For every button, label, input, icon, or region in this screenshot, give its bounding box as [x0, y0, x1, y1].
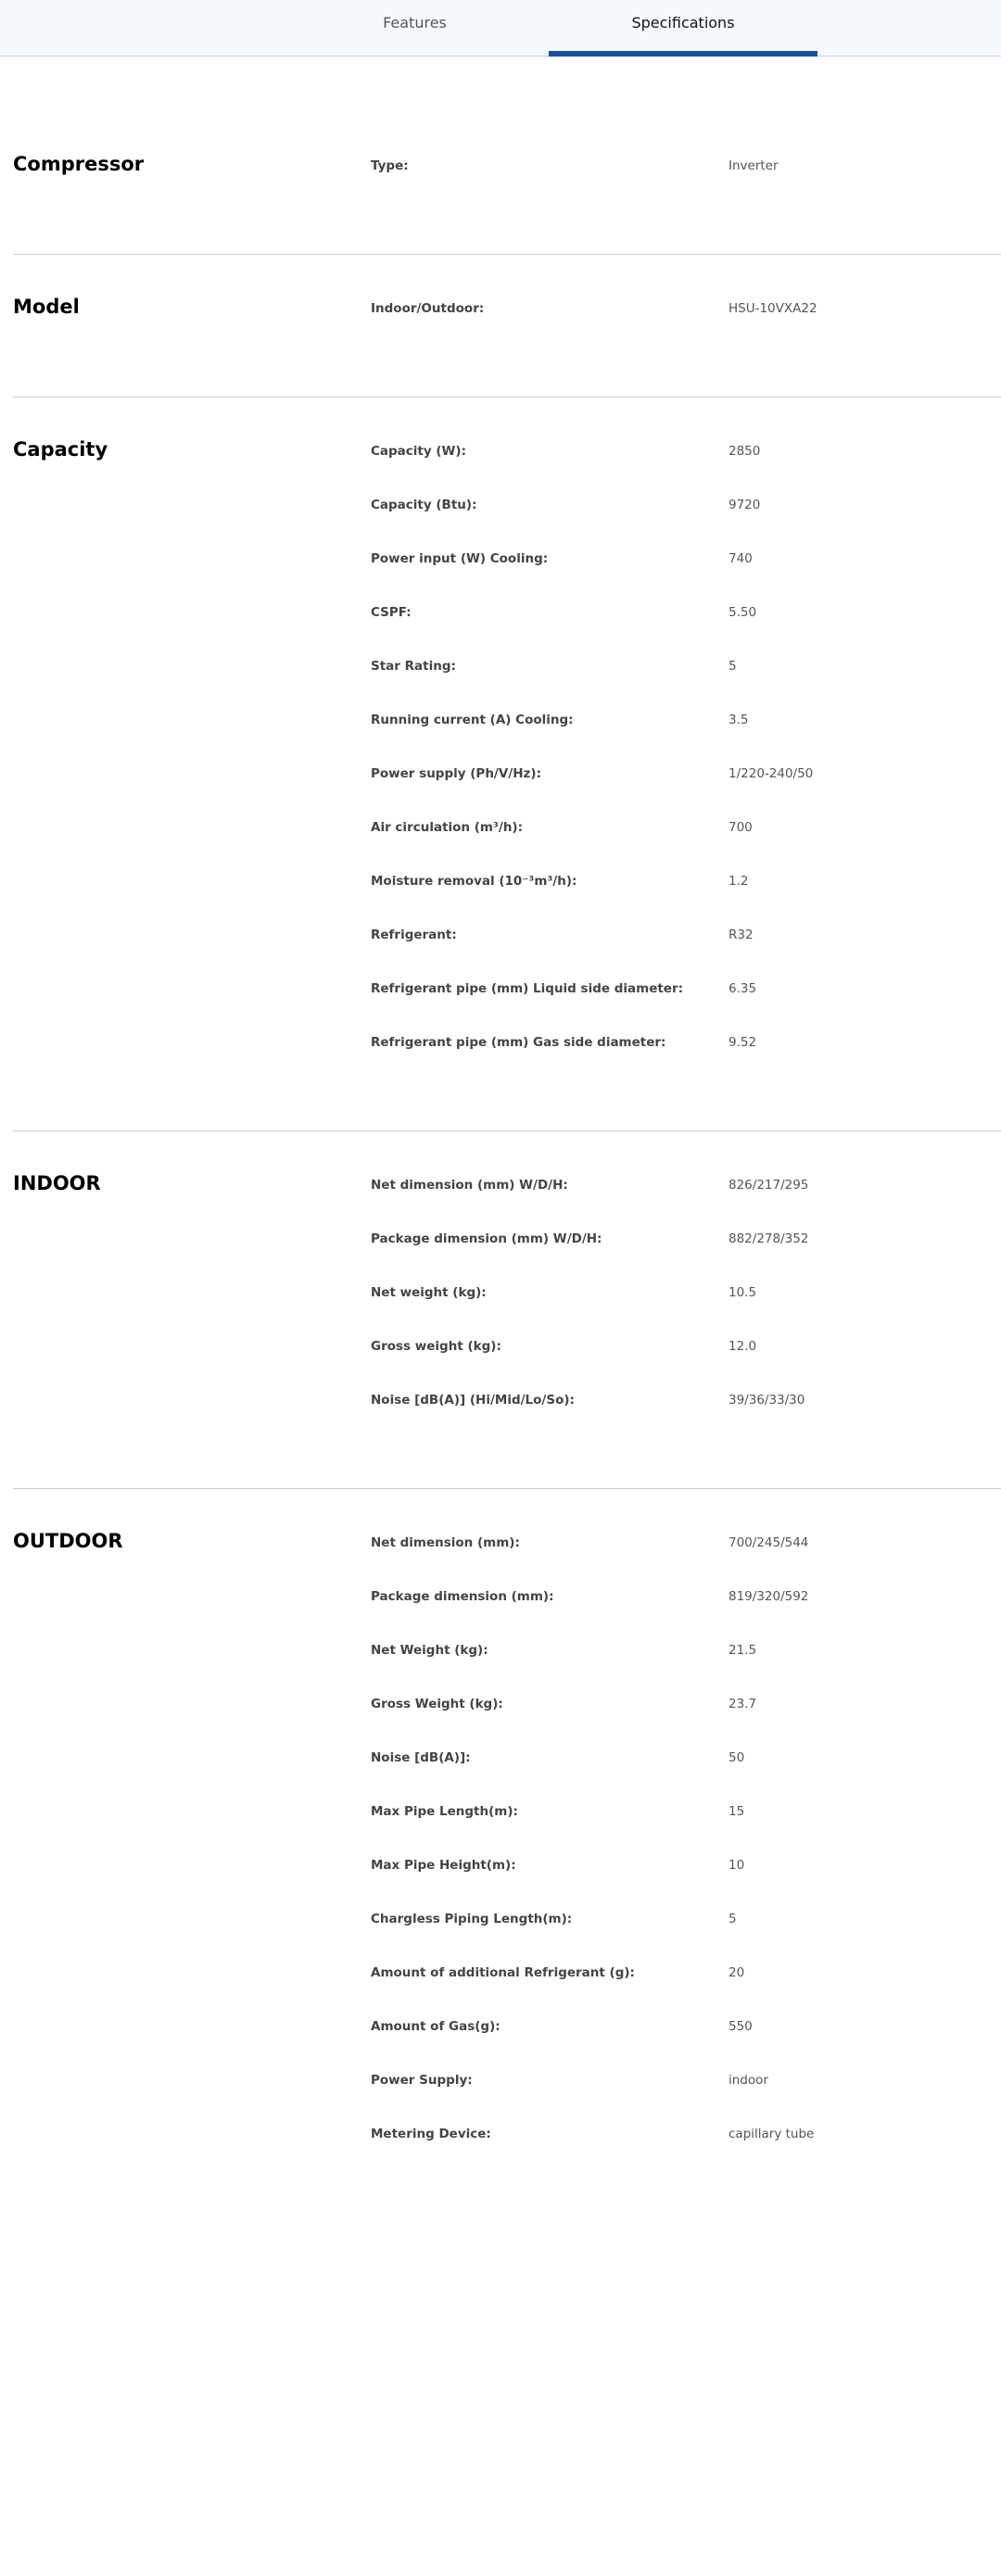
spec-value: capillary tube	[729, 2127, 815, 2141]
spec-value: 10.5	[729, 1285, 757, 1300]
tab-bar	[0, 0, 1001, 57]
spec-value: 23.7	[729, 1697, 757, 1711]
spec-row	[13, 653, 1001, 707]
spec-row	[13, 1172, 1001, 1226]
spec-label: Metering Device:	[371, 2127, 491, 2141]
spec-label: Noise [dB(A)]:	[371, 1750, 471, 1765]
spec-value: 5	[729, 1912, 737, 1926]
spec-row	[13, 976, 1001, 1029]
section-title: Capacity	[13, 438, 108, 461]
active-tab-indicator	[549, 51, 817, 57]
section-title: Compressor	[13, 153, 145, 175]
spec-row	[13, 2121, 1001, 2175]
spec-row	[13, 868, 1001, 922]
spec-row	[13, 1029, 1001, 1083]
spec-value: 700	[729, 820, 753, 835]
spec-row	[13, 814, 1001, 868]
spec-value: indoor	[729, 2073, 768, 2088]
spec-value: 740	[729, 551, 753, 566]
spec-label: Net dimension (mm):	[371, 1535, 520, 1550]
spec-value: HSU-10VXA22	[729, 301, 817, 316]
spec-row	[13, 1333, 1001, 1387]
spec-rows	[13, 1131, 1001, 1488]
spec-rows	[13, 112, 1001, 254]
spec-label: Moisture removal (10⁻³m³/h):	[371, 874, 577, 889]
spec-label: CSPF:	[371, 605, 412, 620]
spec-label: Star Rating:	[371, 659, 456, 674]
spec-label: Net weight (kg):	[371, 1285, 487, 1300]
spec-row	[13, 1584, 1001, 1637]
spec-row	[13, 153, 1001, 207]
spec-label: Capacity (Btu):	[371, 498, 477, 512]
spec-label: Power input (W) Cooling:	[371, 551, 549, 566]
spec-row	[13, 707, 1001, 761]
section-title: OUTDOOR	[13, 1530, 123, 1552]
spec-section	[13, 1489, 1001, 2222]
spec-label: Air circulation (m³/h):	[371, 820, 523, 835]
spec-value: 1.2	[729, 874, 749, 889]
spec-value: 2850	[729, 444, 761, 459]
section-title: Model	[13, 296, 80, 318]
spec-value: R32	[729, 928, 754, 942]
spec-rows	[13, 1489, 1001, 2222]
spec-label: Net Weight (kg):	[371, 1643, 488, 1658]
spec-row	[13, 1960, 1001, 2014]
spec-value: 6.35	[729, 981, 757, 996]
spec-label: Max Pipe Length(m):	[371, 1804, 518, 1819]
spec-value: 15	[729, 1804, 745, 1819]
spec-label: Gross Weight (kg):	[371, 1697, 503, 1711]
spec-row	[13, 296, 1001, 349]
spec-label: Max Pipe Height(m):	[371, 1858, 516, 1873]
spec-label: Type:	[371, 158, 409, 173]
spec-row	[13, 2014, 1001, 2067]
spec-row	[13, 600, 1001, 653]
spec-label: Amount of Gas(g):	[371, 2019, 500, 2034]
spec-value: Inverter	[729, 158, 779, 173]
spec-row	[13, 1691, 1001, 1745]
spec-row	[13, 1226, 1001, 1280]
spec-value: 21.5	[729, 1643, 757, 1658]
spec-section	[13, 255, 1001, 398]
spec-value: 882/278/352	[729, 1231, 809, 1246]
spec-value: 12.0	[729, 1339, 757, 1354]
spec-label: Noise [dB(A)] (Hi/Mid/Lo/So):	[371, 1393, 575, 1408]
tab-features[interactable]	[324, 0, 505, 56]
spec-value: 826/217/295	[729, 1178, 809, 1193]
spec-label: Capacity (W):	[371, 444, 467, 459]
spec-value: 700/245/544	[729, 1535, 809, 1550]
spec-section	[13, 112, 1001, 255]
spec-label: Power supply (Ph/V/Hz):	[371, 766, 541, 781]
spec-value: 10	[729, 1858, 745, 1873]
spec-row	[13, 2067, 1001, 2121]
spec-row	[13, 438, 1001, 492]
spec-value: 9720	[729, 498, 761, 512]
spec-value: 9.52	[729, 1035, 757, 1050]
spec-row	[13, 1799, 1001, 1852]
spec-row	[13, 1906, 1001, 1960]
spec-section	[13, 1131, 1001, 1489]
spec-value: 50	[729, 1750, 745, 1765]
tab-specifications[interactable]	[549, 0, 817, 56]
tab-features-label: Features	[383, 14, 447, 32]
spec-label: Refrigerant:	[371, 928, 457, 942]
spec-row	[13, 1745, 1001, 1799]
spec-value: 550	[729, 2019, 753, 2034]
spec-label: Amount of additional Refrigerant (g):	[371, 1965, 635, 1980]
spec-label: Indoor/Outdoor:	[371, 301, 485, 316]
spec-label: Running current (A) Cooling:	[371, 713, 574, 727]
spec-value: 5	[729, 659, 737, 674]
spec-row	[13, 1637, 1001, 1691]
spec-row	[13, 1280, 1001, 1333]
spec-label: Power Supply:	[371, 2073, 473, 2088]
tab-specifications-label: Specifications	[631, 14, 735, 32]
spec-label: Package dimension (mm) W/D/H:	[371, 1231, 602, 1246]
spec-label: Net dimension (mm) W/D/H:	[371, 1178, 568, 1193]
spec-row	[13, 492, 1001, 546]
spec-row	[13, 922, 1001, 976]
spec-value: 20	[729, 1965, 745, 1980]
spec-row	[13, 1387, 1001, 1441]
spec-section	[13, 398, 1001, 1131]
spec-row	[13, 546, 1001, 600]
spec-value: 39/36/33/30	[729, 1393, 805, 1408]
spec-value: 5.50	[729, 605, 757, 620]
section-title: INDOOR	[13, 1172, 101, 1194]
spec-label: Package dimension (mm):	[371, 1589, 554, 1604]
spec-label: Refrigerant pipe (mm) Gas side diameter:	[371, 1035, 666, 1050]
spec-row	[13, 1852, 1001, 1906]
specifications-content	[0, 57, 1001, 2222]
spec-label: Chargless Piping Length(m):	[371, 1912, 573, 1926]
spec-rows	[13, 255, 1001, 397]
spec-value: 1/220-240/50	[729, 766, 814, 781]
spec-row	[13, 1530, 1001, 1584]
spec-label: Refrigerant pipe (mm) Liquid side diameter:	[371, 981, 684, 996]
spec-label: Gross weight (kg):	[371, 1339, 501, 1354]
spec-value: 3.5	[729, 713, 749, 727]
spec-value: 819/320/592	[729, 1589, 809, 1604]
spec-row	[13, 761, 1001, 814]
spec-rows	[13, 398, 1001, 1130]
